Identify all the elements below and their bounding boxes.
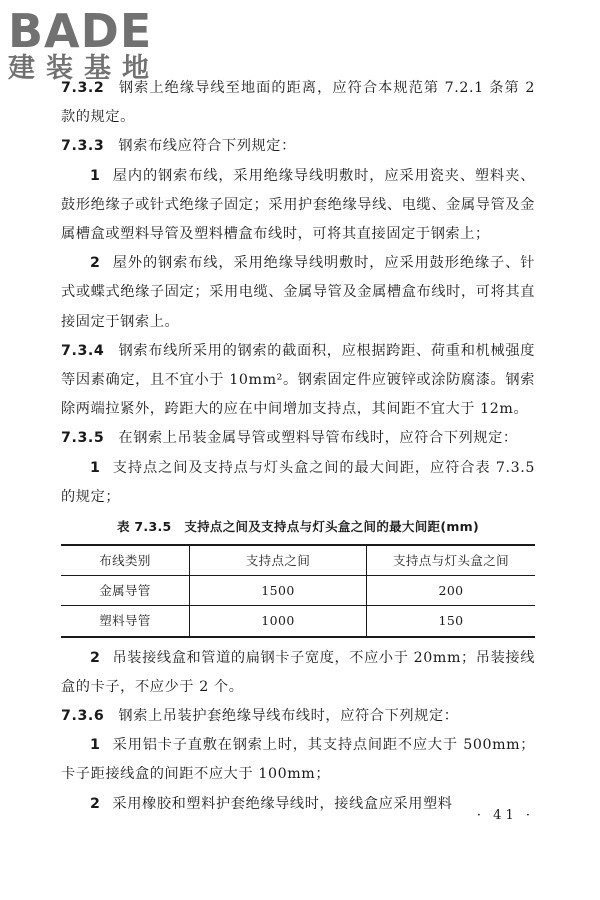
clause-number: 7.3.6 (61, 708, 105, 725)
clause-7-3-6-item-2 (61, 790, 535, 819)
item-number: 2 (90, 649, 101, 666)
clause-number: 7.3.2 (61, 80, 105, 96)
item-text: 支持点之间及支持点与灯头盒之间的最大间距，应符合表 7.3.5 的规定； (61, 459, 535, 505)
table-header-cell: 支持点与灯头盒之间 (367, 545, 536, 576)
table-cell: 金属导管 (61, 576, 190, 606)
clause-7-3-3-item-1 (61, 162, 535, 250)
table-header-row (61, 545, 535, 576)
item-number: 1 (90, 737, 101, 754)
clause-7-3-6-item-1 (61, 731, 535, 789)
item-number: 2 (90, 795, 101, 812)
item-number: 1 (90, 167, 101, 184)
item-number: 2 (90, 255, 101, 272)
item-text: 吊装接线盒和管道的扁钢卡子宽度，不应小于 20mm；吊装接线盒的卡子，不应少于 2 个。 (61, 649, 535, 695)
item-text: 屋外的钢索布线，采用绝缘导线明敷时，应采用鼓形绝缘子、针式或蝶式绝缘子固定；采用电缆、金属导管及金属槽盒布线时，可将其直接固定于钢索上。 (61, 255, 535, 330)
page-body (61, 74, 535, 819)
table-cell: 200 (367, 576, 536, 606)
clause-text: 在钢索上吊装金属导管或塑料导管布线时，应符合下列规定： (118, 430, 518, 447)
table-row (61, 606, 535, 637)
table-cell: 塑料导管 (61, 606, 190, 637)
item-text: 采用铝卡子直敷在钢索上时，其支持点间距不应大于 500mm；卡子距接线盒的间距不应大于 100mm； (61, 737, 535, 783)
clause-number: 7.3.3 (61, 138, 105, 155)
table-cell: 150 (367, 606, 536, 637)
page-number: · 41 · (476, 808, 534, 823)
clause-7-3-5-item-2 (61, 644, 535, 702)
clause-text: 钢索布线应符合下列规定： (118, 138, 296, 155)
table-header-cell: 布线类别 (61, 545, 190, 576)
clause-text: 钢索布线所采用的钢索的截面积，应根据跨距、荷重和机械强度等因素确定，且不宜小于 10mm²。钢索固定件应镀锌或涂防腐漆。钢索除两端拉紧外，跨距大的应在中间增加支持点，其间距不宜大于 12m。 (61, 342, 535, 418)
clause-number: 7.3.5 (61, 430, 105, 447)
item-text: 采用橡胶和塑料护套绝缘导线时，接线盒应采用塑料 (112, 795, 453, 812)
clause-7-3-6 (61, 702, 535, 731)
watermark-brand: BADE (8, 4, 153, 58)
watermark-subtitle: 建装基地 (8, 53, 160, 84)
clause-7-3-5 (61, 424, 535, 453)
clause-7-3-3 (61, 132, 535, 161)
table-header-cell: 支持点之间 (190, 545, 367, 576)
table-cell: 1000 (190, 606, 367, 637)
table-cell: 1500 (190, 576, 367, 606)
clause-7-3-5-item-1 (61, 454, 535, 512)
clause-7-3-3-item-2 (61, 249, 535, 337)
table-row (61, 576, 535, 606)
item-text: 屋内的钢索布线，采用绝缘导线明敷时，应采用瓷夹、塑料夹、鼓形绝缘子或针式绝缘子固定；采用护套绝缘导线、电缆、金属导管及金属槽盒或塑料导管及塑料槽盒布线时，可将其直接固定于钢索上； (61, 167, 535, 243)
clause-text: 钢索上吊装护套绝缘导线布线时，应符合下列规定： (118, 708, 459, 725)
clause-text: 钢索上绝缘导线至地面的距离，应符合本规范第 7.2.1 条第 2 款的规定。 (61, 80, 535, 126)
clause-7-3-4 (61, 337, 535, 425)
item-number: 1 (90, 459, 101, 476)
clause-number: 7.3.4 (61, 342, 105, 359)
watermark-logo (8, 6, 160, 84)
spacing-table (61, 544, 535, 638)
table-title: 表 7.3.5 支持点之间及支持点与灯头盒之间的最大间距(mm) (116, 519, 480, 535)
